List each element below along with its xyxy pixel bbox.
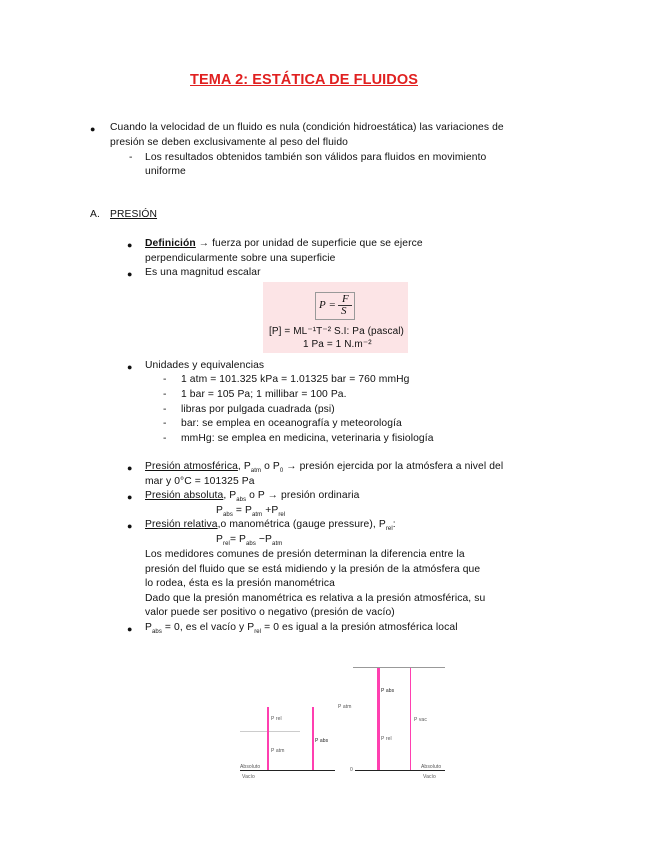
document-page: TEMA 2: ESTÁTICA DE FLUIDOS ● Cuando la velocidad de un fluido es nula (condición hidroestática) las variaciones de presión se deben exclusivamente al peso del fluido - Los resultados obtenidos también son válidos para fluidos en movimiento uniforme A. PRESIÓN ● Definición → fuerza por unidad de superficie que se ejerce perpendicularmente sobre una superficie ● Es una magnitud escalar P = F S [P] = ML⁻¹T⁻² S.I: Pa (pascal) 1 Pa = 1 N.m⁻² ● Unidades y equivalencias - 1 atm = 101.325 kPa = 1.01325 bar = 760 mmHg - 1 bar = 105 Pa; 1 millibar = 100 Pa. - libras por pulgada cuadrada (psi) - bar: se emplea en oceanografía y meteorología - mmHg: se emplea en medicina, veterinaria y fisiología ● Presión atmosférica, $P_{atm}$ o $P_0$ → presión ejercida por la atmósfera a nivel del mar y 0°C = 101325 Pa ● Presión absoluta, $P_{abs}$ o P → presión ordinaria $P_{abs} = P_{atm} +P_{rel}$ ● Presión relativa,o manométrica (gauge pressure), $P_{rel}$: $P_{rel}= P_{abs} -P_{atm}$ Los medidores comunes de presión determinan la diferencia entre la presión del fluido que se está midiendo y la presión de la atmósfera que lo rodea, ésta es la presión manométrica Dado que la presión manométrica es relativa a la presión atmosférica, su valor puede ser positivo o negativo (presión de vacío) ● $P_{abs} = 0$, es el vacío y $P_{rel} = 0$ es igual a la presión atmosférica local P rel P atm P abs P atm P abs P rel P vac Absoluto Vacío 0 Absoluto Vacío	[0, 0, 655, 848]
formula-lhs: P =	[319, 299, 336, 311]
abs-label: Presión absoluta	[145, 490, 224, 501]
label: P abs	[381, 688, 395, 694]
def-text: → fuerza por unidad de superficie que se ejerce	[195, 238, 423, 249]
definition	[145, 238, 423, 249]
rel-paragraph: lo rodea, ésta es la presión manométrica	[145, 578, 336, 589]
abs-pressure: Presión absoluta, $P_{abs}$ o P → presión ordinaria	[145, 490, 360, 504]
pascal-def: 1 Pa = 1 N.m⁻²	[303, 339, 372, 350]
rel-paragraph: presión del fluido que se está midiendo y la presión de la atmósfera que	[145, 564, 481, 575]
label: 0	[350, 767, 353, 773]
dash: -	[129, 152, 133, 163]
formula-num: F	[342, 293, 349, 305]
rel-paragraph: Dado que la presión manométrica es relativa a la presión atmosférica, su	[145, 593, 486, 604]
rel-paragraph: Los medidores comunes de presión determinan la diferencia entre la	[145, 549, 465, 560]
rel-pressure: Presión relativa,o manométrica (gauge pressure), $P_{rel}$:	[145, 519, 396, 533]
unit-item: bar: se emplea en oceanografía y meteorología	[181, 418, 402, 429]
section-letter: A.	[90, 209, 100, 220]
label: P rel	[271, 716, 282, 722]
formula-box	[263, 282, 408, 353]
unit-item: libras por pulgada cuadrada (psi)	[181, 404, 335, 415]
formula-den: S	[341, 305, 347, 317]
intro-sub: Los resultados obtenidos también son válidos para fluidos en movimiento	[145, 152, 487, 163]
dimension: [P] = ML⁻¹T⁻² S.I: Pa (pascal)	[269, 326, 404, 337]
label: P atm	[338, 704, 352, 710]
vacuum-statement: $P_{abs} = 0$, es el vacío y $P_{rel} = 0$ es igual a la presión atmosférica local	[145, 622, 458, 636]
page-title: TEMA 2: ESTÁTICA DE FLUIDOS	[190, 72, 418, 88]
label: Vacío	[242, 774, 255, 780]
def-label: Definición	[145, 238, 196, 249]
bullet-icon: ●	[127, 521, 133, 531]
atm-label: Presión atmosférica	[145, 461, 238, 472]
unit-item: 1 bar = 105 Pa; 1 millibar = 100 Pa.	[181, 389, 347, 400]
pressure-formula	[315, 292, 355, 320]
scalar-text: Es una magnitud escalar	[145, 267, 261, 278]
rel-paragraph: valor puede ser positivo o negativo (presión de vacío)	[145, 607, 395, 618]
label: P rel	[381, 736, 392, 742]
label: Absoluto	[421, 764, 442, 770]
label: P vac	[414, 717, 427, 723]
intro-sub: uniforme	[145, 166, 186, 177]
label: Absoluto	[240, 764, 261, 770]
section-heading: PRESIÓN	[110, 209, 158, 220]
bullet-icon: ●	[127, 362, 133, 372]
abs-equation: $P_{abs} = P_{atm} +P_{rel}$	[216, 505, 286, 519]
rel-equation: $P_{rel}= P_{abs} -P_{atm}$	[216, 534, 283, 548]
definition-line: perpendicularmente sobre una superficie	[145, 253, 336, 264]
unit-item: 1 atm = 101.325 kPa = 1.01325 bar = 760 mmHg	[181, 374, 410, 385]
atm-pressure: Presión atmosférica, $P_{atm}$ o $P_0$ → presión ejercida por la atmósfera a nivel del	[145, 461, 504, 475]
bullet-icon: ●	[90, 124, 96, 134]
unit-item: mmHg: se emplea en medicina, veterinaria y fisiología	[181, 433, 434, 444]
bullet-icon: ●	[127, 269, 133, 279]
intro-line: presión se deben exclusivamente al peso del fluido	[110, 137, 348, 148]
label: P atm	[271, 748, 285, 754]
atm-line: mar y 0°C = 101325 Pa	[145, 476, 255, 487]
units-heading: Unidades y equivalencias	[145, 360, 265, 371]
bullet-icon: ●	[127, 240, 133, 250]
bullet-icon: ●	[127, 492, 133, 502]
intro-line: Cuando la velocidad de un fluido es nula (condición hidroestática) las variaciones de	[110, 122, 504, 133]
bullet-icon: ●	[127, 624, 133, 634]
rel-label: Presión relativa	[145, 519, 218, 530]
label: P abs	[315, 738, 329, 744]
label: Vacío	[423, 774, 436, 780]
bullet-icon: ●	[127, 463, 133, 473]
